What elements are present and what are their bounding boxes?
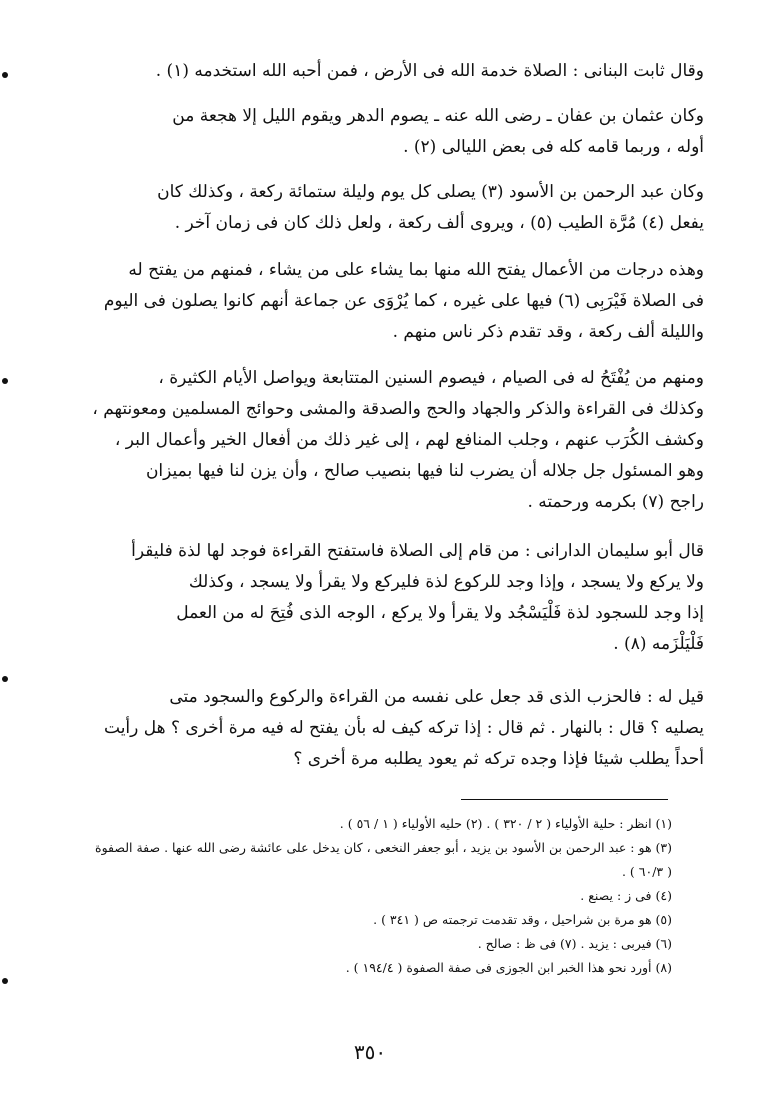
footnotes bbox=[72, 812, 672, 980]
text-line: قال أبو سليمان الدارانى : من قام إلى الصلاة فاستفتح القراءة فوجد لها لذة فليقرأ bbox=[131, 541, 704, 561]
footnote-line: (٨) أورد نحو هذا الخبر ابن الجوزى فى صفة الصفوة ( ١٩٤/٤ ) . bbox=[345, 960, 672, 975]
text-line: فى الصلاة فَيْرَبِى (٦) فيها على غيره ، كما يُرْوَى عن جماعة أنهم كانوا يصلون فى اليوم bbox=[103, 291, 704, 311]
text-line: أحداً يطلب شيئا فإذا وجده تركه ثم يعود يطلبه مرة أخرى ؟ bbox=[293, 749, 704, 769]
text-line: وكذلك فى القراءة والذكر والجهاد والحج والصدقة والمشى وحوائج المسلمين ومعونتهم ، bbox=[92, 399, 704, 419]
text-line: وقال ثابت البنانى : الصلاة خدمة الله فى الأرض ، فمن أحبه الله استخدمه (١) . bbox=[155, 61, 704, 81]
text-line: قيل له : فالحزب الذى قد جعل على نفسه من القراءة والركوع والسجود متى bbox=[169, 687, 704, 707]
text-line: وكان عبد الرحمن بن الأسود (٣) يصلى كل يوم وليلة ستمائة ركعة ، وكذلك كان bbox=[157, 182, 704, 202]
footnote-line: (٥) هو مرة بن شراحيل ، وقد تقدمت ترجمته ص ( ٣٤١ ) . bbox=[373, 912, 672, 927]
text-line: راجح (٧) بكرمه ورحمته . bbox=[527, 492, 704, 512]
paragraph-3 bbox=[72, 177, 704, 239]
margin-dot-mark bbox=[2, 378, 8, 384]
paragraph-5 bbox=[72, 363, 704, 518]
margin-dot-mark bbox=[2, 676, 8, 682]
text-line: وهذه درجات من الأعمال يفتح الله منها بما يشاء على من يشاء ، فمنهم من يفتح له bbox=[128, 260, 704, 280]
text-line: وكشف الكُرَب عنهم ، وجلب المنافع لهم ، إلى غير ذلك من أفعال الخير وأعمال البر ، bbox=[114, 430, 704, 450]
footnote-separator bbox=[461, 799, 668, 800]
text-line: ولا يركع ولا يسجد ، وإذا وجد للركوع لذة فليركع ولا يقرأ ولا يسجد ، وكذلك bbox=[188, 572, 704, 592]
paragraph-6 bbox=[72, 536, 704, 660]
footnote-line: ( ٦٠/٣ ) . bbox=[621, 864, 672, 879]
text-line: وكان عثمان بن عفان ـ رضى الله عنه ـ يصوم الدهر ويقوم الليل إلا هجعة من bbox=[172, 106, 704, 126]
text-line: إذا وجد للسجود لذة فَلْيَسْجُد ولا يقرأ ولا يركع ، الوجه الذى فُتِحَ له من العمل bbox=[176, 603, 704, 623]
text-line: ومنهم من يُفْتَحُ له فى الصيام ، فيصوم السنين المتتابعة ويواصل الأيام الكثيرة ، bbox=[158, 368, 704, 388]
footnote-line: (١) انظر : حلية الأولياء ( ٢ / ٣٢٠ ) . (٢) حليه الأولياء ( ١ / ٥٦ ) . bbox=[339, 816, 672, 831]
footnote-line: (٦) فيربى : يزيد . (٧) فى ظ : صالح . bbox=[477, 936, 672, 951]
text-line: والليلة ألف ركعة ، وقد تقدم ذكر ناس منهم . bbox=[392, 322, 704, 342]
paragraph-1 bbox=[72, 56, 704, 87]
text-line: وهو المسئول جل جلاله أن يضرب لنا فيها بنصيب صالح ، وأن يزن لنا فيها بميزان bbox=[145, 461, 704, 481]
paragraph-4 bbox=[72, 255, 704, 348]
page-number: ٣٥٠ bbox=[353, 1040, 387, 1064]
margin-dot-mark bbox=[2, 978, 8, 984]
text-line: يصليه ؟ قال : بالنهار . ثم قال : إذا تركه كيف له بأن يفتح له فيه مرة أخرى ؟ هل رأيت bbox=[104, 718, 704, 738]
text-line: يفعل (٤) مُرَّة الطيب (٥) ، ويروى ألف ركعة ، ولعل ذلك كان فى زمان آخر . bbox=[174, 213, 704, 233]
margin-dot-mark bbox=[2, 72, 8, 78]
text-line: أوله ، وربما قامه كله فى بعض الليالى (٢) . bbox=[403, 137, 704, 157]
paragraph-2 bbox=[72, 101, 704, 163]
paragraph-7 bbox=[72, 682, 704, 775]
footnote-line: (٣) هو : عبد الرحمن بن الأسود بن يزيد ، أبو جعفر النخعى ، كان يدخل على عائشة رضى الله عنها . صفة الصفوة bbox=[95, 840, 672, 855]
footnote-line: (٤) فى ز : يصنع . bbox=[580, 888, 672, 903]
text-line: فَلْيَلْزَمه (٨) . bbox=[613, 634, 704, 654]
